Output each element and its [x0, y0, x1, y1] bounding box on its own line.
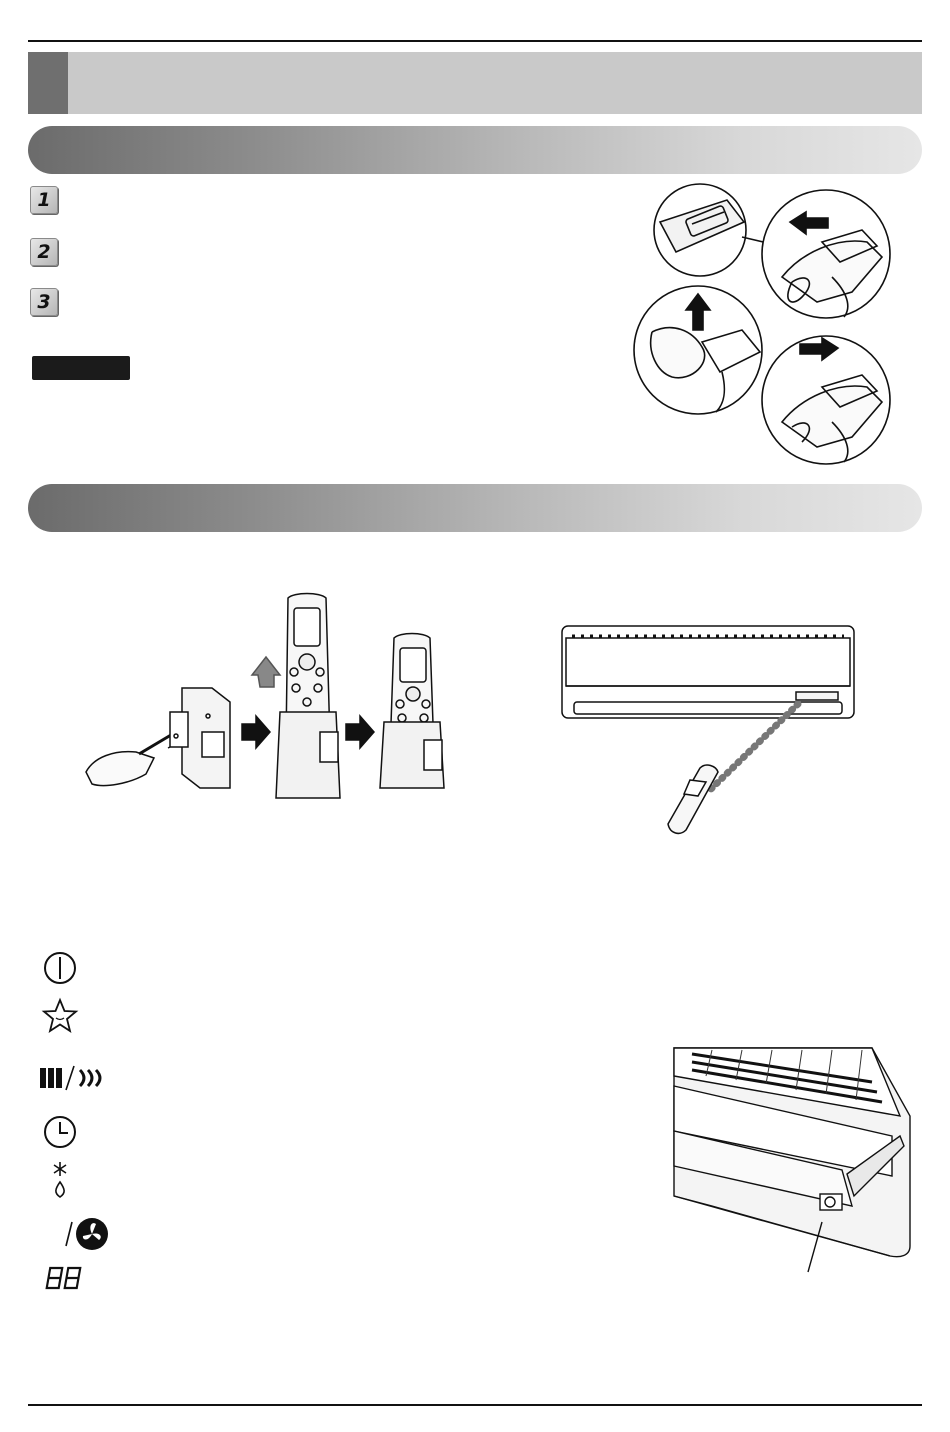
jet-mode-icon [40, 1058, 112, 1098]
note-label [32, 356, 130, 380]
indoor-unit-signal-illustration [560, 624, 860, 844]
bottom-rule [28, 1404, 922, 1406]
remote-holder-mounting-illustration [84, 592, 454, 802]
step-badge-1: 1 [30, 186, 58, 214]
fan-icon [40, 1214, 112, 1254]
cool-dehumidify-icon [40, 1160, 112, 1200]
top-rule [28, 40, 922, 42]
title-accent-block [28, 52, 68, 114]
step-badge-3: 3 [30, 288, 58, 316]
page-title-bar [28, 52, 922, 114]
power-icon [40, 948, 112, 988]
section-header-holder [28, 484, 922, 532]
sleep-mode-icon [40, 996, 112, 1036]
step-badge-2: 2 [30, 238, 58, 266]
digit-display-icon [40, 1258, 112, 1298]
remote-battery-replacement-illustration [632, 182, 894, 466]
section-header-batteries [28, 126, 922, 174]
timer-icon [40, 1112, 112, 1152]
indoor-unit-open-panel-illustration [672, 1046, 916, 1274]
